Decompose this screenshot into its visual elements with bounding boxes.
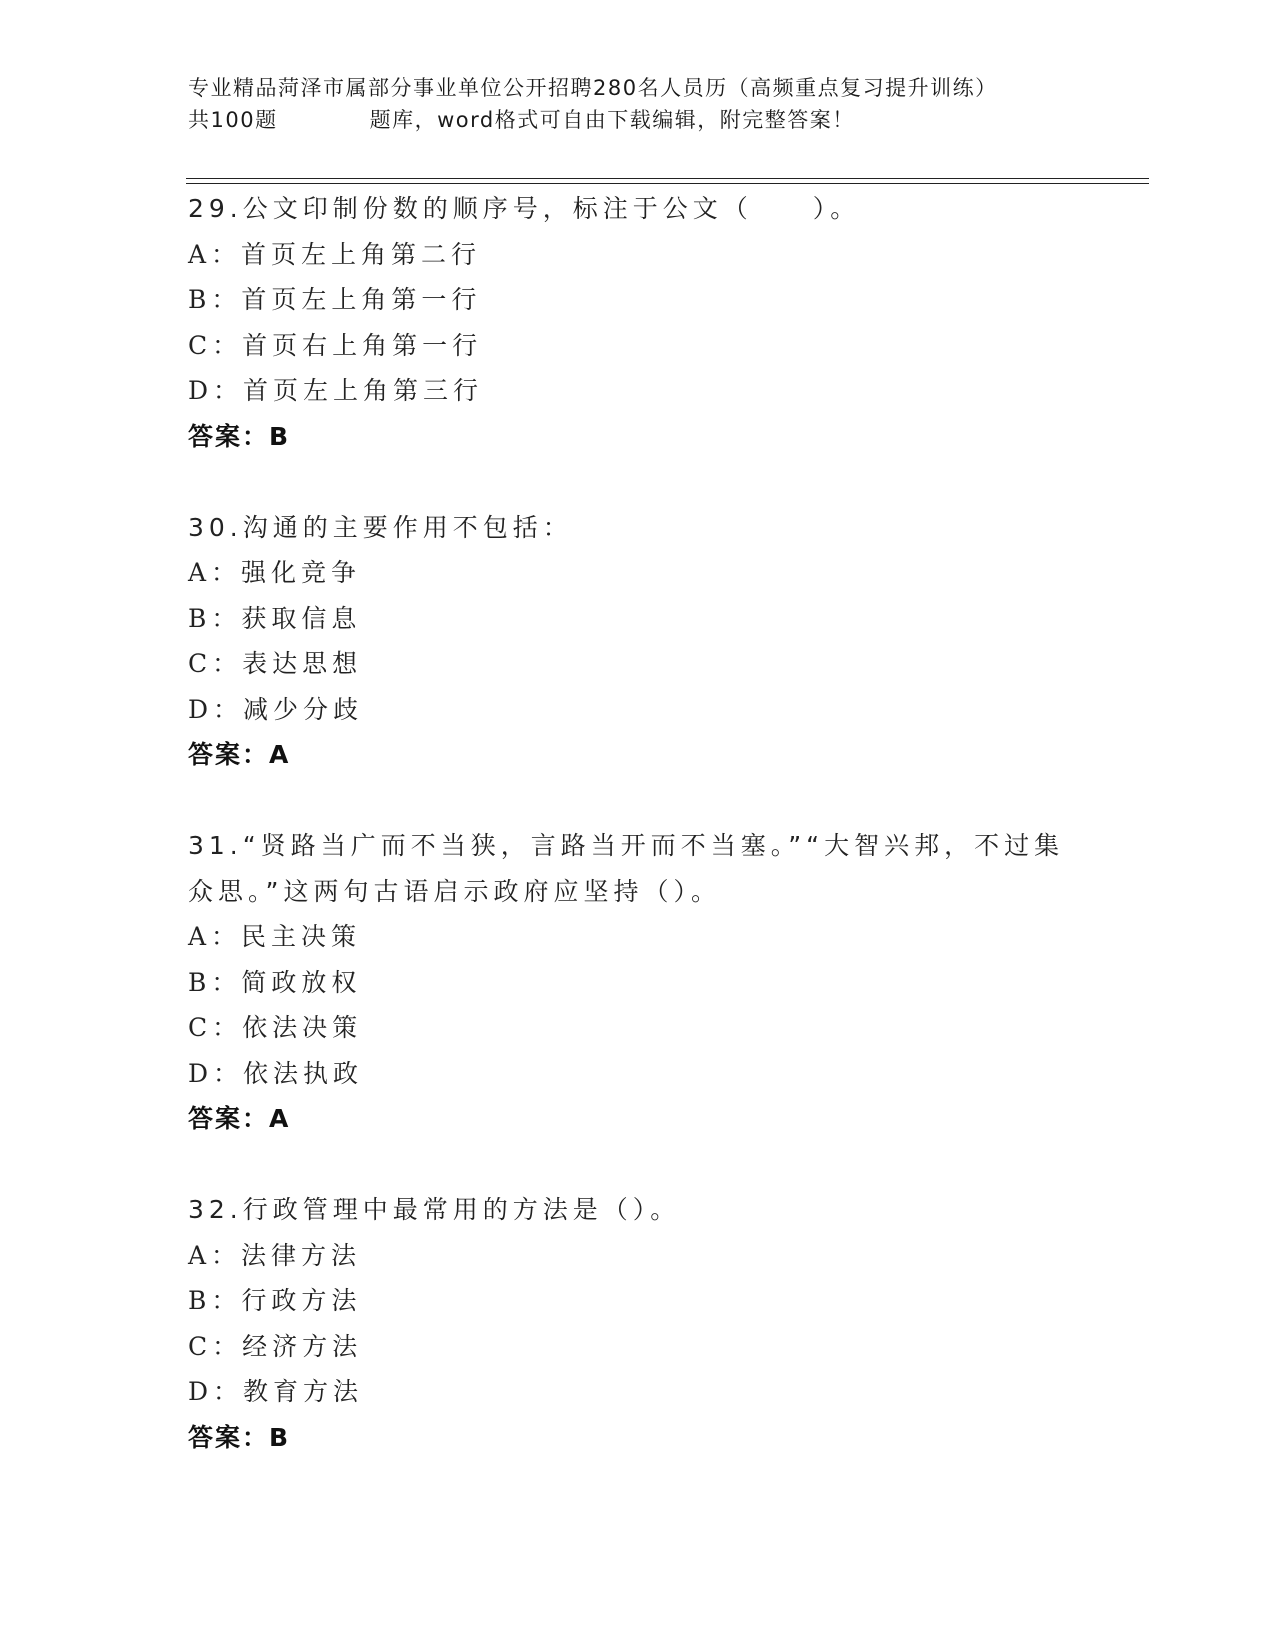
option-a: A：强化竞争 (188, 558, 362, 587)
header-title: 专业精品菏泽市属部分事业单位公开招聘280名人员历（高频重点复习提升训练） (188, 76, 998, 100)
option-d: D：教育方法 (188, 1377, 364, 1406)
option-c: C：经济方法 (188, 1331, 363, 1361)
option-a: A：首页左上角第二行 (188, 239, 482, 269)
answer: 答案：A (188, 740, 291, 769)
option-a: A：法律方法 (188, 1240, 362, 1270)
option-c: C：首页右上角第一行 (188, 330, 483, 360)
option-d: D：首页左上角第三行 (188, 376, 484, 405)
header-question-count: 共100题 (188, 108, 278, 132)
option-a: A：民主决策 (188, 922, 362, 951)
question-stem: 31.“贤路当广而不当狭，言路当开而不当塞。”“大智兴邦，不过集众思。”这两句古语启示政府应坚持（）。 (188, 831, 1065, 906)
answer: 答案：A (188, 1104, 291, 1133)
question-stem: 32.行政管理中最常用的方法是（）。 (188, 1195, 681, 1224)
option-d: D：依法执政 (188, 1058, 364, 1088)
question-stem: 29.公文印制份数的顺序号，标注于公文（ ）。 (188, 194, 861, 223)
question-30 (188, 505, 1088, 778)
question-list (188, 186, 1088, 1460)
option-d: D：减少分歧 (188, 694, 364, 724)
question-stem: 30.沟通的主要作用不包括： (188, 512, 573, 542)
question-31 (188, 823, 1088, 1142)
header-subtitle (188, 104, 1088, 136)
option-b: B：行政方法 (188, 1286, 362, 1315)
answer: 答案：B (188, 1422, 291, 1452)
option-b: B：首页左上角第一行 (188, 285, 482, 314)
answer: 答案：B (188, 421, 291, 451)
document-header (188, 72, 1088, 136)
option-c: C：表达思想 (188, 649, 363, 678)
option-b: B：简政放权 (188, 967, 362, 997)
header-divider-top (186, 178, 1149, 179)
header-description: 题库，word格式可自由下载编辑，附完整答案！ (369, 108, 855, 132)
question-29 (188, 186, 1088, 459)
option-b: B：获取信息 (188, 603, 362, 633)
question-32 (188, 1187, 1088, 1460)
header-divider-bottom (186, 183, 1149, 184)
option-c: C：依法决策 (188, 1013, 363, 1042)
